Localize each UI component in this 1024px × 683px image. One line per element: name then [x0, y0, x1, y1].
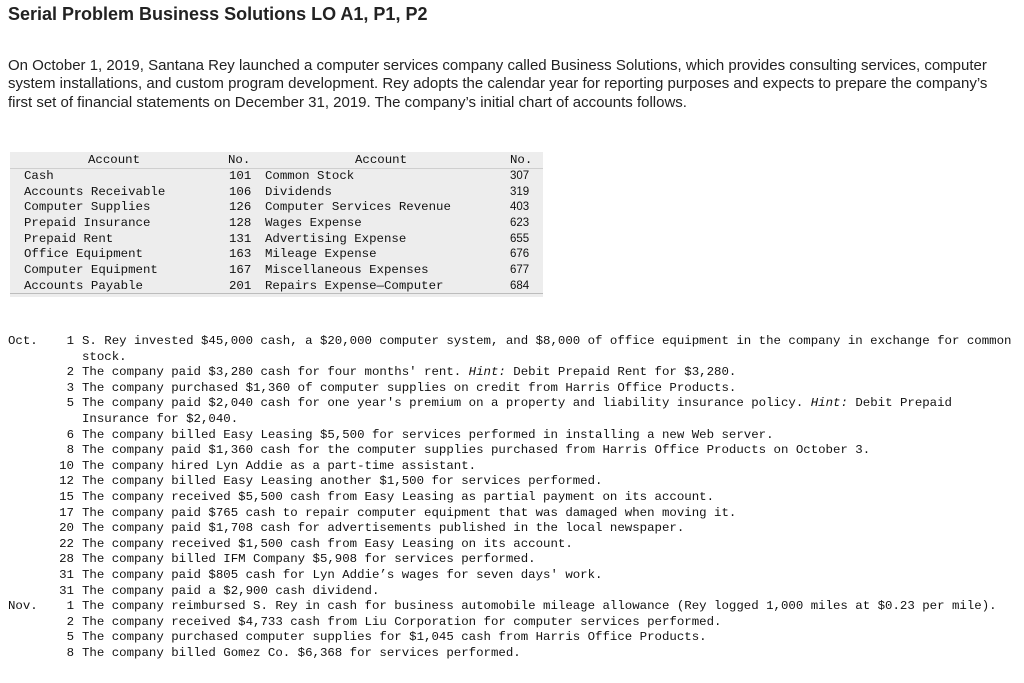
transaction-month	[8, 428, 52, 444]
transaction-description: The company purchased computer supplies for $1,045 cash from Harris Office Products.	[82, 630, 707, 645]
account-number: 684	[510, 279, 530, 292]
hint-text: Debit Prepaid Insurance for $2,040.	[82, 396, 952, 426]
account-name: Computer Supplies	[24, 200, 151, 215]
transaction-day: 17	[59, 505, 74, 520]
right-account-header: Account	[355, 153, 408, 167]
transaction-text	[82, 506, 1018, 522]
transaction-row	[8, 381, 1018, 397]
account-number: 128	[229, 216, 252, 231]
right-account-column	[265, 169, 451, 295]
transaction-text	[82, 474, 1018, 490]
transaction-month: Nov.	[8, 599, 38, 614]
account-number: 101	[229, 169, 252, 183]
transaction-text	[82, 599, 1018, 615]
transaction-text	[82, 584, 1018, 600]
transaction-row	[8, 334, 1018, 365]
transaction-day: 1	[66, 334, 74, 348]
table-bottom-rule	[10, 293, 543, 294]
transaction-month	[8, 443, 52, 459]
transaction-month	[8, 459, 52, 475]
transaction-text	[82, 334, 1018, 365]
transaction-month	[8, 568, 52, 584]
account-name: Repairs Expense—Computer	[265, 278, 444, 293]
account-number: 126	[229, 200, 252, 215]
transaction-row	[8, 396, 1018, 427]
transaction-month	[8, 490, 52, 506]
transaction-day: 3	[66, 380, 74, 395]
chart-of-accounts-table	[10, 152, 543, 297]
account-name: Advertising Expense	[265, 231, 407, 246]
transaction-row	[8, 428, 1018, 444]
transaction-month	[8, 584, 52, 600]
transaction-description: The company billed Gomez Co. $6,368 for services performed.	[82, 645, 521, 660]
hint-text: Debit Prepaid Rent for $3,280.	[513, 365, 737, 380]
transaction-day: 31	[59, 567, 74, 582]
left-account-column	[24, 169, 165, 295]
transaction-text	[82, 552, 1018, 568]
transaction-day: 12	[59, 474, 74, 489]
transaction-description: The company billed IFM Company $5,908 for services performed.	[82, 552, 536, 567]
transaction-row	[8, 584, 1018, 600]
transaction-day: 2	[66, 614, 74, 629]
transaction-description: The company billed Easy Leasing another $1,500 for services performed.	[82, 474, 603, 489]
transaction-month	[8, 552, 52, 568]
hint-label: Hint:	[810, 396, 848, 411]
left-account-header: Account	[88, 153, 141, 167]
right-no-column	[510, 169, 529, 295]
transaction-description: The company billed Easy Leasing $5,500 for services performed in installing a new Web server.	[82, 427, 774, 442]
transaction-row	[8, 552, 1018, 568]
account-number: 677	[510, 264, 530, 277]
transaction-description: The company paid $3,280 cash for four months' rent.	[82, 365, 462, 380]
transaction-month	[8, 630, 52, 646]
transaction-row	[8, 506, 1018, 522]
transaction-list	[8, 334, 1018, 661]
account-name: Dividends	[265, 184, 332, 199]
account-name: Prepaid Insurance	[24, 216, 151, 231]
account-name: Accounts Receivable	[24, 184, 166, 199]
transaction-day: 31	[59, 583, 74, 598]
account-number: 307	[510, 170, 530, 182]
account-number: 131	[229, 231, 252, 246]
account-number: 319	[510, 185, 530, 198]
transaction-description: The company paid $1,708 cash for advertisements published in the local newspaper.	[82, 521, 685, 536]
right-no-header: No.	[510, 153, 533, 167]
account-number: 106	[229, 184, 252, 199]
transaction-row	[8, 521, 1018, 537]
transaction-month	[8, 646, 52, 662]
transaction-row	[8, 630, 1018, 646]
transaction-description: The company reimbursed S. Rey in cash for business automobile mileage allowance (Rey logged 1,000 miles at $0.23 per mile).	[82, 599, 997, 614]
page-title: Serial Problem Business Solutions LO A1, P1, P2	[8, 4, 428, 24]
transaction-month	[8, 537, 52, 553]
transaction-text	[82, 443, 1018, 459]
transaction-text	[82, 428, 1018, 444]
transaction-description: The company paid $2,040 cash for one year's premium on a property and liability insurance policy.	[82, 396, 804, 411]
account-name: Computer Services Revenue	[265, 200, 451, 215]
transaction-row	[8, 537, 1018, 553]
account-name: Office Equipment	[24, 247, 143, 262]
transaction-day: 8	[66, 443, 74, 458]
account-name: Prepaid Rent	[24, 231, 114, 246]
transaction-text	[82, 459, 1018, 475]
transaction-description: The company paid a $2,900 cash dividend.	[82, 583, 380, 598]
transaction-day: 28	[59, 552, 74, 567]
transaction-day: 5	[66, 630, 74, 645]
transaction-description: The company received $4,733 cash from Liu Corporation for computer services performed.	[82, 614, 722, 629]
transaction-description: The company paid $765 cash to repair computer equipment that was damaged when moving it.	[82, 505, 737, 520]
transaction-row	[8, 365, 1018, 381]
transaction-text	[82, 396, 1018, 427]
account-number: 403	[510, 201, 530, 214]
account-number: 623	[510, 217, 530, 230]
transaction-row	[8, 443, 1018, 459]
intro-paragraph: On October 1, 2019, Santana Rey launched a computer services company called Business Solutions, which provides consulting services, computer system installations, and custom program development. Rey adopts the calendar year for reporting purposes and expects to prepare the company’s first set of financial statements on December 31, 2019. The company’s initial chart of accounts follows.	[8, 57, 988, 111]
transaction-row	[8, 615, 1018, 631]
transaction-description: The company received $5,500 cash from Easy Leasing as partial payment on its account.	[82, 489, 715, 504]
transaction-row	[8, 459, 1018, 475]
transaction-text	[82, 365, 1018, 381]
transaction-row	[8, 599, 1018, 615]
account-number: 163	[229, 247, 252, 262]
account-name: Cash	[24, 169, 54, 183]
transaction-month: Oct.	[8, 334, 38, 348]
left-no-column	[229, 169, 251, 295]
transaction-row	[8, 646, 1018, 662]
transaction-text	[82, 490, 1018, 506]
account-name: Wages Expense	[265, 216, 362, 231]
account-name: Computer Equipment	[24, 263, 158, 278]
transaction-month	[8, 365, 52, 381]
transaction-row	[8, 568, 1018, 584]
transaction-day: 10	[59, 458, 74, 473]
transaction-month	[8, 506, 52, 522]
transaction-month	[8, 396, 52, 427]
account-number: 676	[510, 248, 530, 261]
transaction-day: 20	[59, 521, 74, 536]
transaction-month	[8, 381, 52, 397]
account-name: Mileage Expense	[265, 247, 377, 262]
transaction-description: The company paid $805 cash for Lyn Addie’s wages for seven days' work.	[82, 567, 603, 582]
transaction-day: 15	[59, 489, 74, 504]
transaction-description: The company paid $1,360 cash for the computer supplies purchased from Harris Office Products on October 3.	[82, 443, 871, 458]
transaction-month	[8, 474, 52, 490]
hint-label: Hint:	[468, 365, 506, 380]
transaction-text	[82, 646, 1018, 662]
transaction-row	[8, 490, 1018, 506]
transaction-day: 22	[59, 536, 74, 551]
account-number: 167	[229, 263, 252, 278]
account-name: Accounts Payable	[24, 278, 143, 293]
account-name: Miscellaneous Expenses	[265, 263, 429, 278]
account-number: 655	[510, 232, 530, 245]
transaction-description: The company hired Lyn Addie as a part-time assistant.	[82, 458, 477, 473]
transaction-text	[82, 615, 1018, 631]
transaction-text	[82, 630, 1018, 646]
transaction-day: 6	[66, 427, 74, 442]
left-no-header: No.	[228, 153, 251, 167]
transaction-day: 8	[66, 645, 74, 660]
account-name: Common Stock	[265, 169, 355, 183]
transaction-day: 1	[66, 599, 74, 614]
transaction-text	[82, 568, 1018, 584]
transaction-description: The company received $1,500 cash from Easy Leasing on its account.	[82, 536, 573, 551]
transaction-text	[82, 521, 1018, 537]
transaction-description: S. Rey invested $45,000 cash, a $20,000 computer system, and $8,000 of office equipment in the company in exchange for common stock.	[82, 334, 1012, 364]
transaction-month	[8, 521, 52, 537]
transaction-day: 5	[66, 396, 74, 411]
transaction-text	[82, 381, 1018, 397]
transaction-description: The company purchased $1,360 of computer supplies on credit from Harris Office Products.	[82, 380, 737, 395]
transaction-row	[8, 474, 1018, 490]
transaction-month	[8, 615, 52, 631]
transaction-text	[82, 537, 1018, 553]
transaction-day: 2	[66, 365, 74, 380]
account-number: 201	[229, 278, 252, 293]
